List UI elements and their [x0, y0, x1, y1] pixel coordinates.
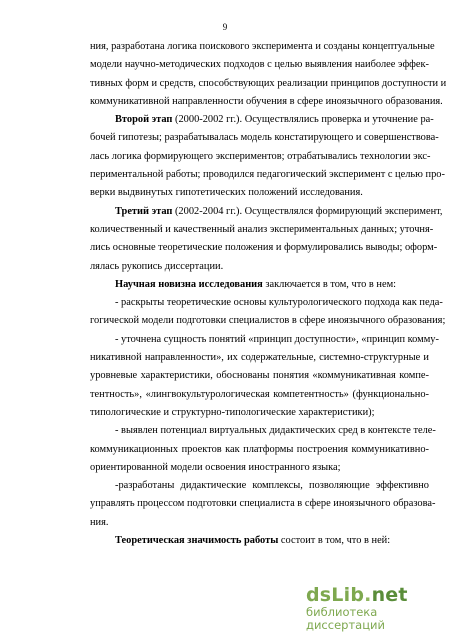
text-line-17: - уточнена сущность понятий «принцип доступности», «принцип комму- — [115, 333, 439, 345]
text-line-7: лась логика формирующего экспериментов; отрабатывались технологии экс- — [90, 150, 431, 162]
text-line-24: ориентированной модели освоения иностранного языка; — [90, 461, 341, 473]
text-line-11: количественный и качественный анализ экспериментальных данных; уточня- — [90, 223, 434, 235]
text-line-26: управлять процессом подготовки специалиста в сфере иноязычного образова- — [90, 498, 436, 510]
page-number: 9 — [222, 22, 228, 32]
text-line-6: бочей гипотезы; разрабатывалась модель констатирующего и совершенствова- — [90, 132, 439, 144]
document-body — [90, 38, 447, 550]
dslib-watermark — [306, 584, 438, 632]
text-line-8: периментальной работы; проводился педагогический эксперимент с целью про- — [90, 169, 445, 181]
text-line-19: уровневые характеристики, обоснованы понятия «коммуникативная компе- — [90, 370, 429, 382]
text-line-3: тивных форм и средств, способствующих реализации принципов доступности и — [90, 77, 447, 89]
text-line-18: никативной направленности», их содержательные, системно-структурные и — [90, 352, 429, 364]
text-line-4: коммуникативной направленности обучения в сфере иноязычного образования. — [90, 95, 443, 107]
theoretical-significance-text: состоит в том, что в ней: — [278, 535, 391, 547]
stage-three-heading: Третий этап — [115, 205, 173, 217]
text-line-1: ния, разработана логика поискового эксперимента и созданы концептуальные — [90, 41, 435, 52]
text-line-21: типологические и структурно-типологические характеристики); — [90, 406, 375, 418]
text-line-13: лялась рукопись диссертации. — [90, 260, 224, 272]
novelty-paragraph-start — [90, 276, 429, 294]
stage-two-heading: Второй этап — [115, 114, 173, 126]
text-line-12: лись основные теоретические положения и формулировались выводы; оформ- — [90, 242, 438, 254]
text-line-20: тентность», «лингвокультурологическая компетентность» (функционально- — [90, 388, 429, 400]
text-line-23: коммуникационных проектов как платформы построения коммуникативно- — [90, 443, 429, 455]
stage-two-text: (2000-2002 гг.). Осуществлялись проверка и уточнение ра- — [172, 114, 434, 126]
novelty-text: заключается в том, что в нем: — [262, 278, 397, 290]
text-line-9: верки выдвинутых гипотетических положений исследования. — [90, 187, 363, 199]
text-line-22: - выявлен потенциал виртуальных дидактических сред в контексте теле- — [115, 425, 436, 437]
novelty-heading: Научная новизна исследования — [115, 278, 263, 290]
text-line-25: -разработаны дидактические комплексы, позволяющие эффективно — [115, 480, 429, 492]
text-line-15: - раскрыты теоретические основы культурологического подхода как педа- — [115, 297, 443, 309]
dslib-tagline: библиотека диссертаций — [306, 605, 385, 632]
stage-three-paragraph-start — [90, 203, 443, 221]
dslib-logo: dsLib.net — [306, 584, 408, 606]
theoretical-significance-paragraph-start — [90, 532, 429, 550]
stage-two-paragraph-start — [90, 111, 434, 129]
theoretical-significance-heading: Теоретическая значимость работы — [115, 535, 279, 547]
text-line-16: гогической модели подготовки специалистов в сфере иноязычного образования; — [90, 315, 446, 327]
text-line-2: модели научно-методических подходов с целью выявления наиболее эффек- — [90, 59, 429, 71]
stage-three-text: (2002-2004 гг.). Осуществлялся формирующий эксперимент, — [172, 205, 443, 217]
text-line-27: ния. — [90, 516, 109, 528]
